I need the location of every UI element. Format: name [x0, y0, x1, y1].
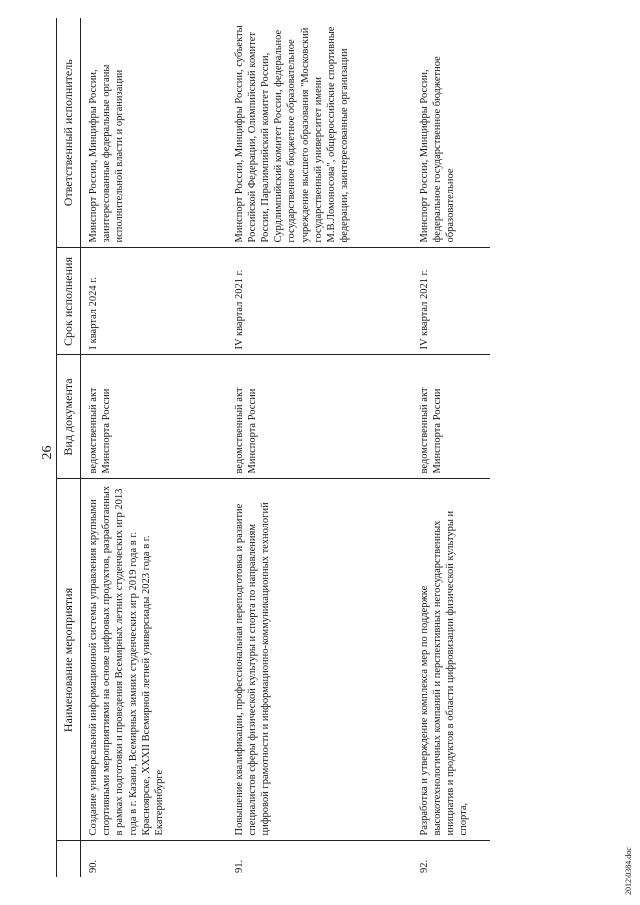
table-row [412, 18, 490, 877]
row-number: 90. [88, 859, 99, 873]
header-responsible: Ответственный исполнитель [57, 18, 81, 248]
row-responsible: Минспорт России, Минцифры России, федеральное государственное бюджетное образовательное [412, 18, 490, 248]
table-row [227, 18, 412, 877]
header-deadline: Срок исполнения [57, 248, 81, 355]
row-number: 91. [233, 859, 245, 873]
row-deadline: IV квартал 2021 г. [412, 248, 490, 355]
row-deadline: IV квартал 2021 г. [227, 248, 412, 355]
table-row [81, 18, 227, 877]
header-number [57, 841, 81, 877]
row-name: Создание универсальной информационной системы управления крупными спортивными мероприятиями на основе цифровых продуктов, разработанных в рамках подготовки и проведения Всемирных летних студенческих игр 2013 года в г. Казани, Всемирных зимних студенческих игр 2019 года в г. Красноярске, XXXII Всемирной летней универсиады 2023 года в г. Екатеринбурге [81, 479, 227, 841]
measures-table [56, 18, 490, 877]
header-name: Наименование мероприятия [57, 479, 81, 841]
row-number: 92. [418, 859, 430, 873]
file-code: 2012\0384.doc [624, 847, 633, 895]
row-name: Разработка и утверждение комплекса мер по поддержке высокотехнологичных компаний и перспективных негосударственных инициатив и продуктов в области цифровизации физической культуры и спорта, [412, 479, 490, 841]
table-header-row [57, 18, 81, 877]
row-doc-type: ведомственный акт Минспорта России [227, 355, 412, 479]
row-deadline: I квартал 2024 г. [81, 248, 227, 355]
row-responsible: Минспорт России, Минцифры России, заинтересованные федеральные органы исполнительной власти и организации [81, 18, 227, 248]
row-doc-type: ведомственный акт Минспорта России [81, 355, 227, 479]
row-name: Повышение квалификации, профессиональная переподготовка и развитие специалистов сферы физической культуры и спорта по направлениям цифровой грамотности и информационно-коммуникационных технологий [227, 479, 412, 841]
row-responsible: Минспорт России, Минцифры России, субъекты Российской Федерации, Олимпийский комитет России, Паралимпийский комитет России, Сурдлимпийский комитет России, федеральное государственное бюджетное образовательное учреждение высшего образования "Московский государственный университет имени М.В.Ломоносова", общероссийские спортивные федерации, заинтересованные организации [227, 18, 412, 248]
page-number: 26 [40, 445, 55, 460]
header-doc-type: Вид документа [57, 355, 81, 479]
row-doc-type: ведомственный акт Минспорта России [412, 355, 490, 479]
